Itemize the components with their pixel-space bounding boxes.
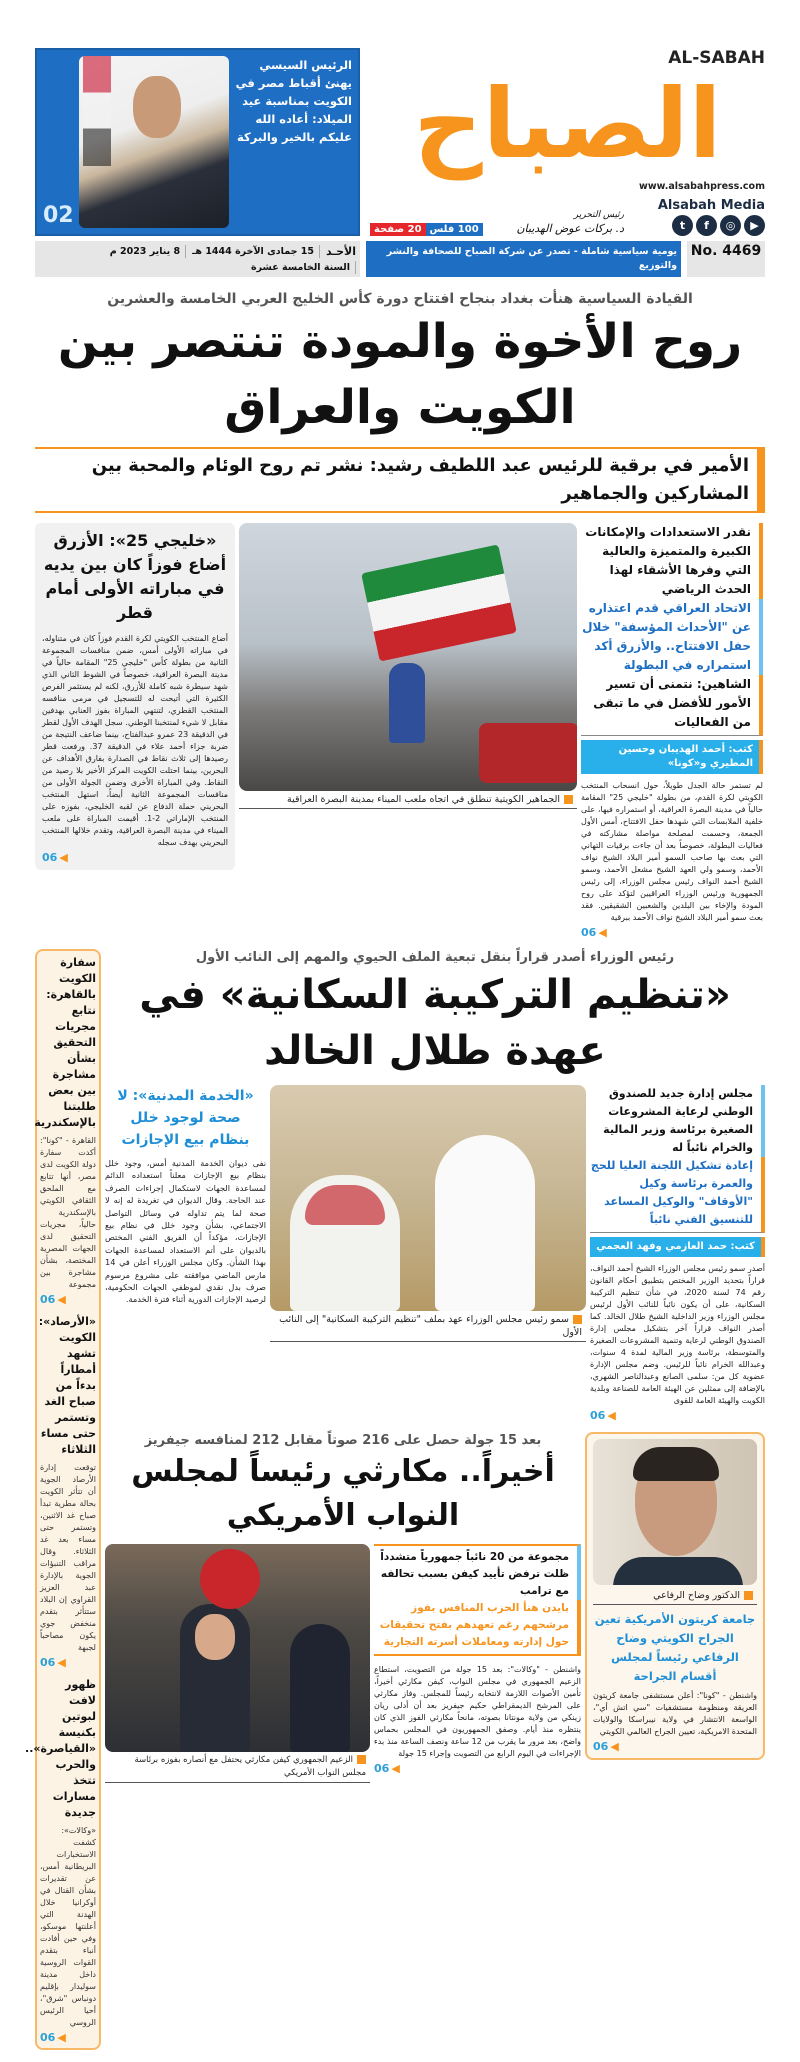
gregorian-date: 8 يناير 2023 م [110,245,186,258]
surgeon-photo [593,1439,757,1585]
promo-headline: الرئيس السيسي يهنئ أقباط مصر في الكويت بمناسبة عيد الميلاد: أعاده الله عليكم بالخير والبركة [235,58,352,144]
tagline: يومية سياسية شاملة - تصدر عن شركة الصباح للصحافة والنشر والتوزيع [366,241,681,277]
demographics-page-ref[interactable]: 06 ◀ [590,1409,616,1422]
person-shape [389,663,425,743]
lead-photo [239,523,577,791]
us-house-block [105,1432,581,1783]
sidebar-story[interactable] [25,1677,96,2044]
logo-latin: AL-SABAH [668,48,765,68]
us-house-photo-caption: الزعيم الجمهوري كيفن مكارثي يحتفل مع أنصاره بفوزه برئاسة مجلس النواب الأمريكي [105,1752,370,1783]
editor-signature: د. بركات عوض الهديبان [516,222,625,235]
date-bar [35,241,360,277]
hair-shape [633,1447,719,1481]
caption-marker-icon [744,1591,753,1600]
gulf-cup-headline: «خليجي 25»: الأزرق أضاع فوزاً كان بين يديه في مباراته الأولى أمام قطر [43,531,227,622]
gulf-cup-box[interactable] [35,523,235,870]
promo-ref-col [43,56,73,228]
lead-photo-caption: الجماهير الكويتية تنطلق في اتجاه ملعب الميناء بمدينة البصرة العراقية [239,791,577,809]
promo-page-ref: 02 [43,203,74,228]
sidebar-story[interactable] [40,1314,96,1677]
sidebar-page-ref[interactable]: 06 ◀ [40,1293,66,1306]
lead-body: لم تستمر حالة الجدل طويلاً، حول انسحاب المنتخب الكويتي لكرة القدم، من بطولة "خليجي 25" المقامة حالياً في مدينة البصرة العراقية، أو استمراره فيها، على خلفية الملابسات التي شهدها حفل الافتتاح، أمس الأول الجمعة، وحسمت لمصلحة مواصلة مشاركته في فعاليات البطولة، خصوصاً بعد أن جاءت برقيات التهاني التي بعث بها صاحب السمو أمير البلاد الشيخ نواف الأحمد، وسمو ولي العهد الشيخ مشعل الأحمد، وسمو الشيخ أحمد النواف رئيس مجلس الوزراء، إلى رئيس الجمهورية ورئيس الوزراء العراقيين لتؤكد على روح المودة والإخاء بين البلدين والشعبين الشقيقين. فقد بعث سمو أمير البلاد الشيخ نواف الأحمد ببرقية [581,781,763,922]
surgeon-photo-caption: الدكتور وضاح الرفاعي [593,1587,757,1605]
masthead-bottom [370,197,765,236]
demographics-kicker: رئيس الوزراء أصدر قراراً بنقل تبعية الملف الحيوي والمهم إلى النائب الأول [195,950,675,965]
demographics-photo-block [270,1085,586,1342]
lead-highlight: نقدر الاستعدادات والإمكانات الكبيرة والمتميزة والعالية التي وفرها الأشقاء لهذا الحدث الرياضي [581,523,763,599]
flag-shape [83,56,111,166]
media-block [658,197,765,236]
civil-service-headline: «الخدمة المدنية»: لا صحة لوجود خلل بنظام بيع الإجازات [117,1088,254,1148]
lead-headline[interactable]: روح الأخوة والمودة تنتصر بين الكويت والعراق [57,314,743,435]
lead-byline: كتب: أحمد الهديبان وحسين المطيري و«كونا» [581,740,763,774]
person-shape [435,1135,535,1311]
sidebar-story[interactable] [34,955,96,1314]
lead-kicker: القيادة السياسية هنأت بغداد بنجاح افتتاح دورة كأس الخليج العربي الخامسة والعشرين [107,291,693,307]
face-shape [195,1614,235,1660]
price: 100 فلس [426,223,483,236]
editor-block [516,209,624,236]
logo-area [370,48,765,236]
promo-photo [79,56,229,228]
us-house-headline[interactable]: أخيراً.. مكارثي رئيساً لمجلس النواب الأمريكي [131,1454,555,1533]
twitter-icon[interactable]: t [672,215,693,236]
sidebar-headline: سفارة الكويت بالقاهرة: نتابع مجريات التحقيق بشأن مشاجرة بين بعض طلبتنا بالإسكندرية [34,956,96,1129]
us-house-photo-block [105,1544,370,1783]
social-icons [658,214,765,236]
surgeon-box[interactable] [585,1432,765,1760]
us-house-photo [105,1544,370,1752]
us-house-highlight: بايدن هنأ الحزب المنافس بفوز مرشحهم رغم تعهدهم بفتح تحقيقات حول إدارته ومعاملات أسرته التجارية [374,1600,581,1656]
caption-marker-icon [573,1315,582,1324]
hijri-date: 15 جمادى الآخرة 1444 هـ [192,245,320,258]
us-house-content [105,1544,581,1783]
civil-service-story[interactable] [105,1085,266,1306]
demographics-photo [270,1085,586,1311]
us-house-column [374,1544,581,1775]
lead-row [35,523,765,939]
demographics-column [590,1085,765,1422]
lead-highlight: الاتحاد العراقي قدم اعتذاره عن "الأحداث المؤسفة" خلال حفل الافتتاح.. والأزرق أكد استمراره في البطولة [581,599,763,675]
demographics-byline: كتب: حمد العازمي وفهد العجمي [590,1237,765,1257]
sidebar-body: «وكالات»: كشفت الاستخبارات البريطانية أمس، عن تقديرات بشأن القتال في أوكرانيا خلال الهدنة التي أعلنتها موسكو، وفي حين أفادت أنباء بتقدم القوات الروسية داخل مدينة سوليدار بإقليم دونباس "شرق"، أحيا الرئيس الروسي [40,1826,96,2027]
lead-highlight: الشاهين: نتمنى أن تسير الأمور للأفضل في ما تبقى من الفعاليات [581,675,763,736]
page-count: 20 صفحة [370,223,426,236]
us-house-highlight: مجموعة من 20 نائباً جمهورياً متشدداً ظلت ترفض تأييد كيفن بسبب تحالفه مع ترامب [374,1544,581,1600]
info-bar [35,241,765,277]
civil-service-body: نفى ديوان الخدمة المدنية أمس، وجود خلل بنظام بيع الإجازات معلناً استعداده الدائم لمساعدة الجهات لاستكمال إجراءات الصرف عند الحاجة. وقال الديوان في تغريدة له إنه لا صحة لما يتم تداوله في وسائل التواصل الاجتماعي، بشأن وجود خلل في نظام بيع الإجازات، مؤكداً أن الفريق الفني المختص بالديوان على أتم الاستعداد لمساعدة الجهات بهذا الشأن. وكان مجلس الوزراء أعلن في 14 مارس الماضي موافقته على مشروع مرسوم صرف بدل نقدي لموظفي الجهات الحكومية، لرصيد الإجازات الدورية أثناء فترة الخدمة. [105,1158,266,1305]
lead-photo-block [239,523,577,809]
caption-marker-icon [564,795,573,804]
us-house-page-ref[interactable]: 06 ◀ [374,1762,400,1775]
lead-page-ref[interactable]: 06 ◀ [581,926,607,939]
demographics-body: أصدر سمو رئيس مجلس الوزراء الشيخ أحمد النواف، قراراً بتحديد الوزير المختص بتطبيق أحكام القانون رقم 74 لسنة 2020، في شأن تنظيم التركيبة السكانية، على أن يكون نائباً للنائب الأول لرئيس مجلس الوزراء وزير الداخلية الشيخ طلال الخالد. كما أصدر النواف قراراً آخر بتشكيل مجلس إدارة الصندوق الوطني لرعاية وتنمية المشروعات الصغيرة والمتوسطة، برئاسة وزير المالية لمدة 4 سنوات، وعبدالله الخرام نائباً للرئيس. وضم مجلس الإدارة عضوية كل من: سلمى الصانع وعبدالناصر الشهري، بالإضافة إلى ممثلين عن الهيئة العامة للصناعة وبلدية الكويت والهيئة العامة للقوى [590,1264,765,1405]
lower-section [25,949,765,2050]
car-shape [479,723,577,783]
logo: الصباح [413,68,722,180]
person-shape [290,1624,350,1752]
youtube-icon[interactable]: ▶ [744,215,765,236]
sidebar-headline: ظهور لافت لبوتين بكنيسة «القياصرة».. والحرب تتخذ مسارات جديدة [25,1678,96,1819]
sidebar-page-ref[interactable]: 06 ◀ [40,2031,66,2044]
issue-number: No. 4469 [687,241,765,277]
lead-subhead: الأمير في برقية للرئيس عبد اللطيف رشيد: نشر تم روح الوئام والمحبة بين المشاركين والجماهير [35,447,765,513]
price-badge [370,223,483,236]
us-row [105,1432,765,1783]
sidebar-body: توقعت إدارة الأرصاد الجوية أن تتأثر الكويت بحالة مطرية تبدأ صباح غد الاثنين، وتستمر حتى مساء بعد غد الثلاثاء. وقال مراقب التنبؤات الجوية بالإدارة عبد العزيز القراوي إن البلاد ستتأثر بتقدم منخفض جوي يكون مصاحباً لجبهة [40,1463,96,1652]
demographics-highlight: إعادة تشكيل اللجنة العليا للحج والعمرة برئاسة وكيل "الأوقاف" والوكيل المساعد للتنسيق الفني نائباً [590,1157,765,1233]
masthead [35,48,765,236]
instagram-icon[interactable]: ◎ [720,215,741,236]
us-house-body: واشنطن - "وكالات": بعد 15 جولة من التصويت، استطاع الزعيم الجمهوري في مجلس النواب، كيفن مكارثي أخيراً، تأمين الأصوات اللازمة لانتخابه رئيساً للمجلس. وفاز مكارثي على المرشح الديمقراطي حكيم جيفريز بعد أن أدلى ريان زينكي من ولاية مونتانا بصوته، مانحاً مكارثي الفوز الذي كان ينتظره منذ أيام. وصفق الجمهوريون في المجلس بحماس واضح، بعد مرور ما يقرب من 12 ساعة ونصف الساعة منذ بدء الإجراءات في اليوم الرابع من التصويت وإجراء 15 جولة [374,1665,581,1758]
caption-marker-icon [357,1755,366,1764]
facebook-icon[interactable]: f [696,215,717,236]
website[interactable]: www.alsabahpress.com [639,181,765,192]
year: السنة الخامسة عشرة [251,261,356,274]
demographics-row [105,1085,765,1422]
day: الأحـد [325,244,356,258]
person-shape [200,1549,260,1609]
news-sidebar [25,949,101,2050]
demographics-headline[interactable]: «تنظيم التركيبة السكانية» في عهدة طلال الخالد [139,972,731,1074]
surgeon-body: واشنطن - "كونا": أعلن مستشفى جامعة كريتون العريقة ومنظومة مستشفيات "سي اتش أي"، الواسعة الانتشار في ولاية نيبراسكا والولايات المتحدة الامريكية، تعيين الجراح العالمي الكويتي [593,1691,757,1736]
face-shape [133,76,181,138]
gulf-cup-body: أضاع المنتخب الكويتي لكرة القدم فوزاً كان في متناوله، في مباراته الأولى أمس، ضمن منافسات المجموعة الثانية من بطولة كأس "خليجي 25" المقامة حالياً في مدينة البصرة العراقية، خصوصاً في الشوط الثاني الذي شهد سيطرة شبه كاملة للأزرق، لكنه لم يستثمر الفرص الكثيرة التي أتيحت له للتسجيل في مرمى منافسه المنتخب القطري، لتنتهي المباراة بفوز العنابي بهدفين مقابل لا شيء لمنتخبنا الوطني. سجل الهدف الأول لقطر في الدقيقة 23 عمرو عبدالفتاح، بينما ضاعف النتيجة من ضربة جزاء أحمد علاء في الدقيقة 37. ورفعت قطر رصيدها إلى ثلاث نقاط في الصدارة بفارق الأهداف عن البحرين، بينما احتلت الكويت المركز الأخير بلا رصيد من النقاط. وفي المباراة الأخرى وضمن الجولة الأولى من منافسات المجموعة الثانية أيضاً، استهل المنتخب البحريني حملة الدفاع عن لقبه الخليجي، بفوزه على المنتخب الإماراتي 2-1. أقيمت المباراة على ملعب الميناء في مدينة البصرة العراقية، وتقدم خلالها المنتخب البحريني بهدف سجله [42,634,228,847]
us-house-kicker: بعد 15 جولة حصل على 216 صوتاً مقابل 212 لمنافسه جيفريز [144,1433,542,1448]
sidebar-headline: «الأرصاد»: الكويت تشهد أمطاراً بدءاً من صباح الغد وتستمر حتى مساء الثلاثاء [38,1315,96,1456]
lead-highlights [581,523,763,939]
flag-shape [361,544,517,661]
promo-box[interactable] [35,48,360,236]
demographics-highlight: مجلس إدارة جديد للصندوق الوطني لرعاية المشروعات الصغيرة برئاسة وزير المالية والخرام نائباً له [590,1085,765,1157]
demographics-photo-caption: سمو رئيس مجلس الوزراء عهد بملف "تنظيم التركيبة السكانية" إلى النائب الأول [270,1311,586,1342]
gulf-cup-page-ref[interactable]: 06 ◀ [42,851,68,864]
sidebar-body: القاهرة - "كونا": أكدت سفارة دولة الكويت لدى مصر، أنها تتابع مع الملحق الثقافي الكويتي بالإسكندرية حالياً، مجريات التحقيق لدى الجهات المصرية المختصة، بشأن مشاجرة بين مجموعة [40,1136,96,1289]
surgeon-page-ref[interactable]: 06 ◀ [593,1740,619,1753]
lower-main [105,949,765,1783]
editor-title: رئيس التحرير [573,210,625,220]
surgeon-headline: جامعة كريتون الأمريكية تعين الجراح الكويتي وضاح الرفاعي رئيساً لمجلس أقسام الجراحة [594,1612,756,1683]
sidebar-page-ref[interactable]: 06 ◀ [40,1656,66,1669]
media-label: Alsabah Media [657,198,765,213]
suit-shape [613,1557,743,1585]
